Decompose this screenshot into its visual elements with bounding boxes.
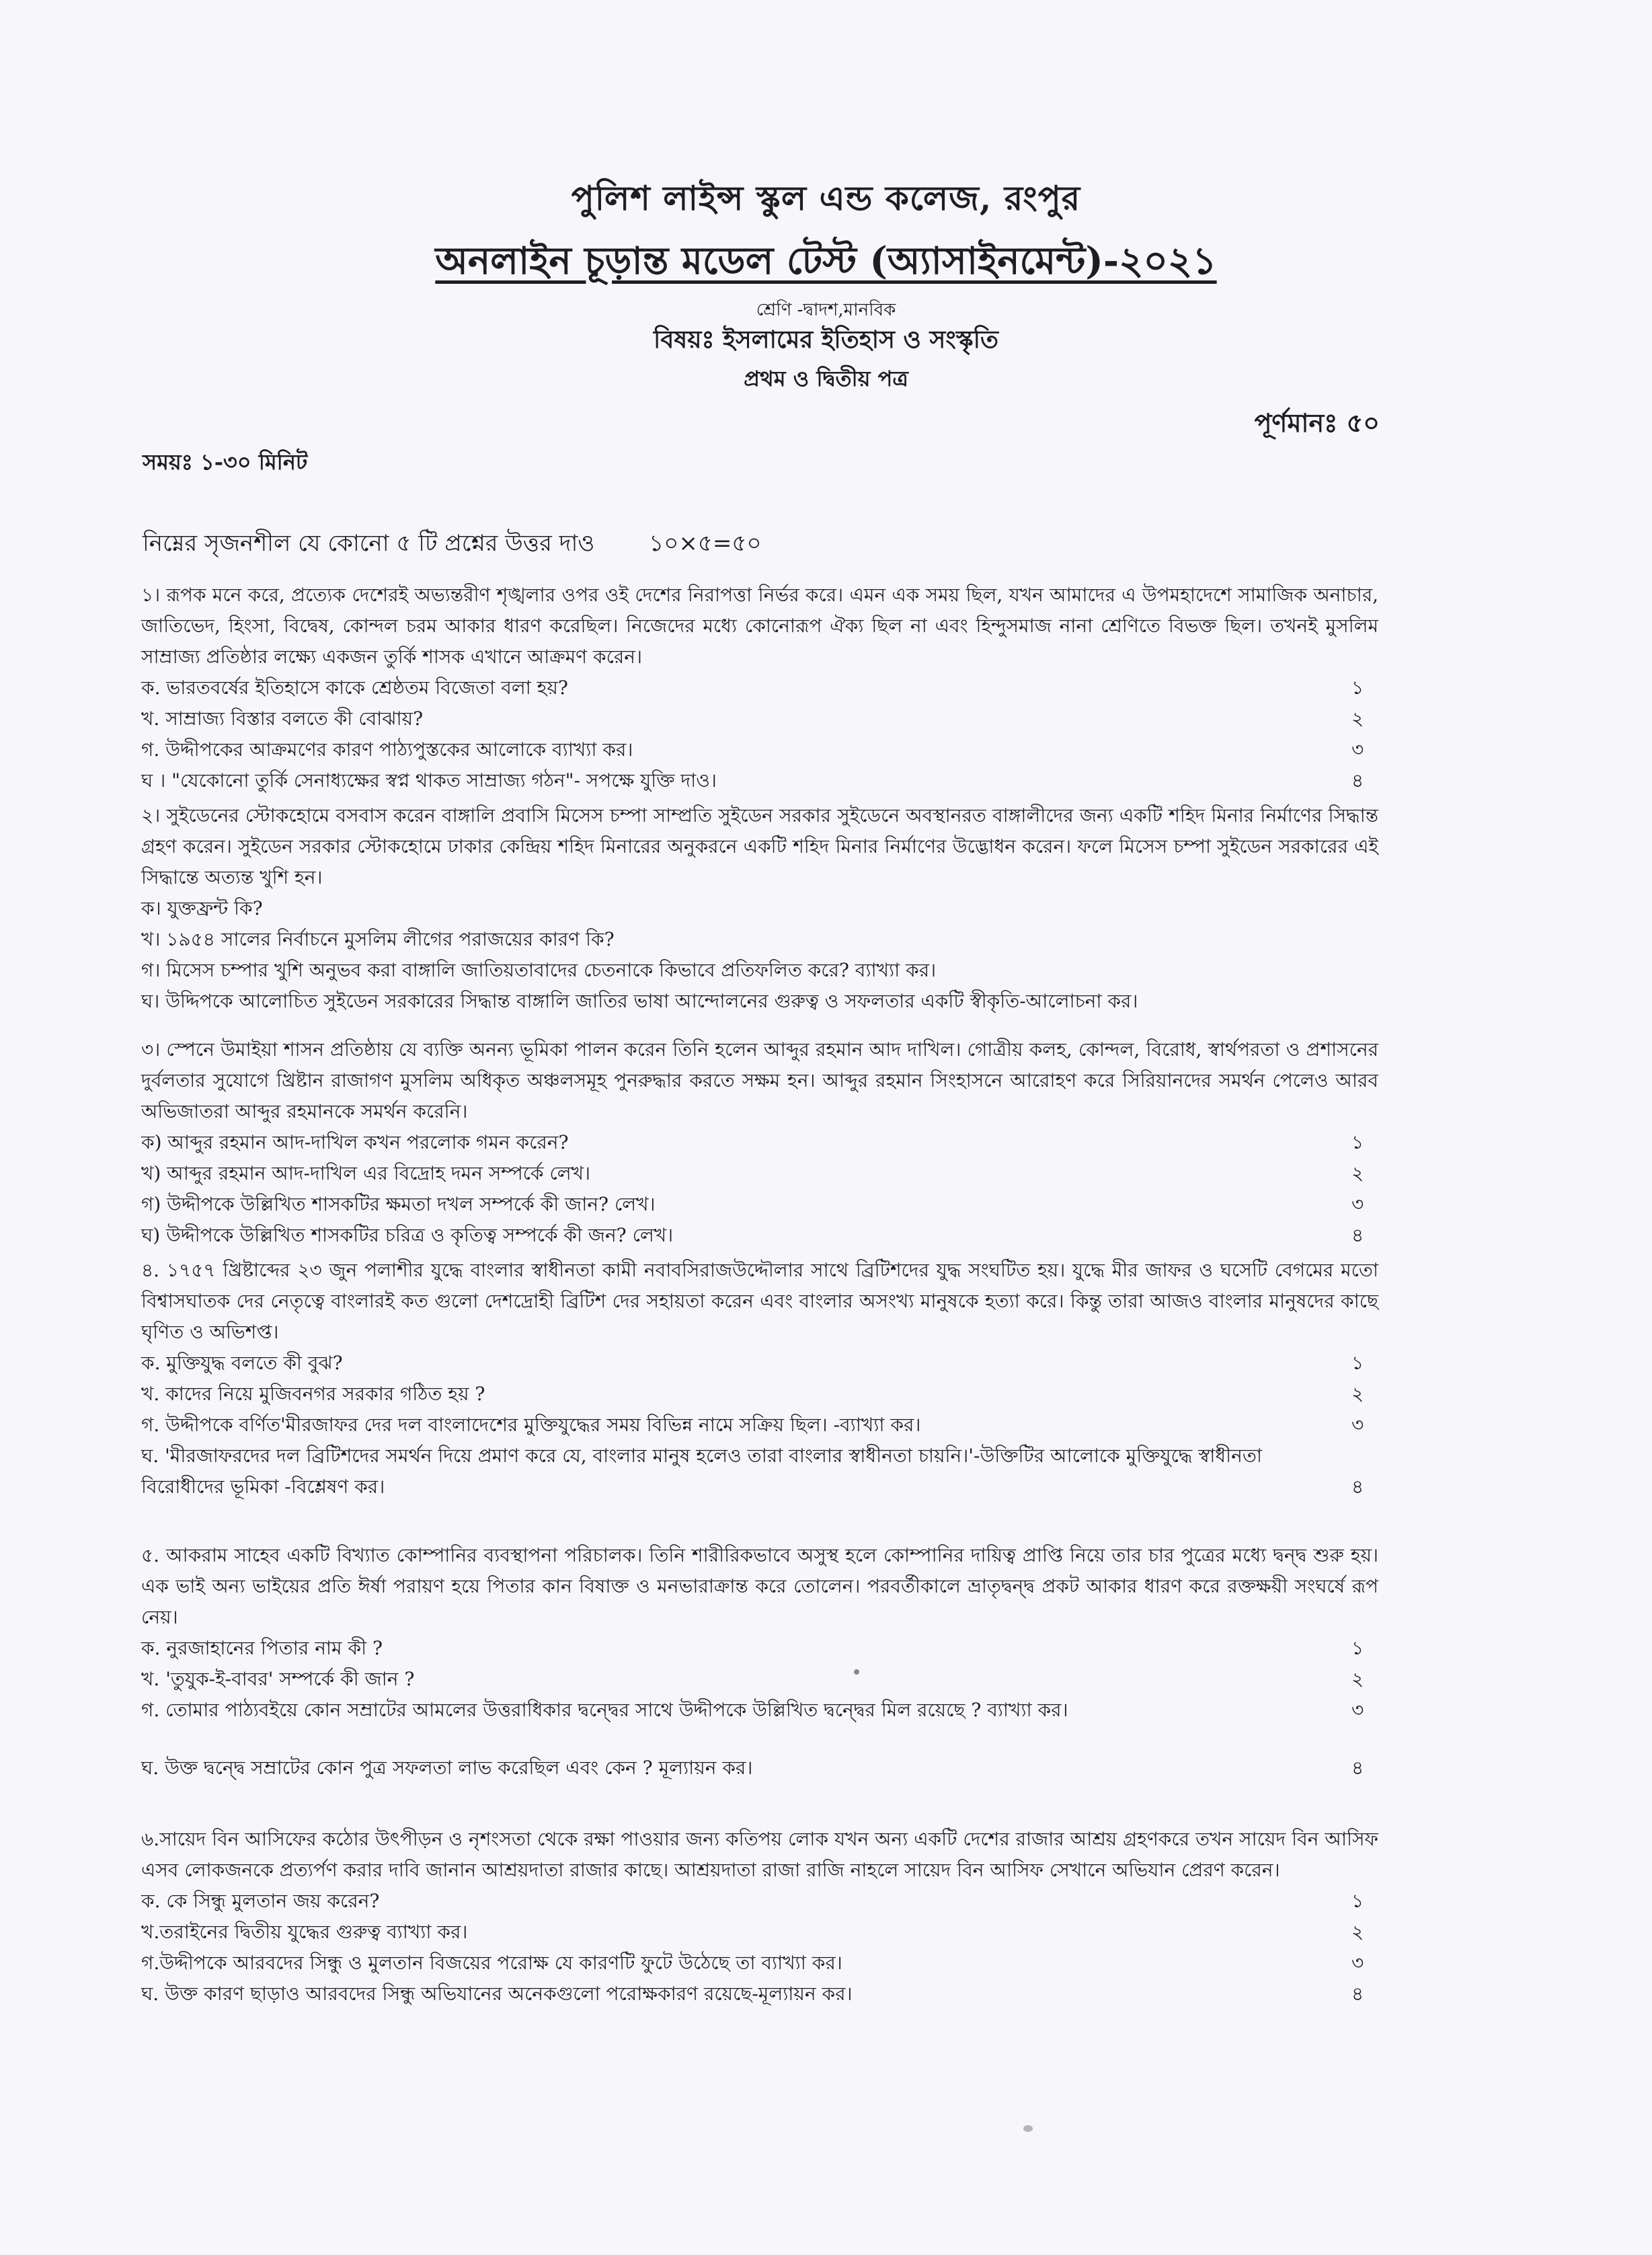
- part-mark: ২: [1351, 1383, 1364, 1405]
- question-stem: ৬.সায়েদ বিন আসিফের কঠোর উৎপীড়ন ও নৃশংসতা থেকে রক্ষা পাওয়ার জন্য কতিপয় লোক যখন অন্য একটি দেশের রাজার আশ্রয় গ্রহণকরে তখন সায়েদ বিন আসিফ এসব লোকজনকে প্রত্যর্পণ করার দাবি জানান আশ্রয়দাতা রাজার কাছে। আশ্রয়দাতা রাজা রাজি নাহলে সায়েদ বিন আসিফ সেখানে অভিযান প্রেরণ করেন।: [141, 1828, 1378, 1881]
- part-mark: ১: [1351, 1637, 1364, 1659]
- part-text: গ. তোমার পাঠ্যবইয়ে কোন সম্রাটের আমলের উত্তরাধিকার দ্বন্দ্বের সাথে উদ্দীপকে উল্লিখিত দ্বন্দ্বের মিল রয়েছে ? ব্যাখ্যা কর।: [141, 1699, 1068, 1721]
- part-mark: ১: [1351, 1352, 1364, 1374]
- subject-line: বিষয়ঃ ইসলামের ইতিহাস ও সংস্কৃতি: [654, 326, 998, 354]
- part-text: খ. কাদের নিয়ে মুজিবনগর সরকার গঠিত হয় ?: [141, 1383, 485, 1405]
- part-text: ঘ) উদ্দীপকে উল্লিখিত শাসকটির চরিত্র ও কৃতিত্ব সম্পর্কে কী জন? লেখ।: [141, 1224, 674, 1246]
- part-mark: [1351, 893, 1378, 924]
- question-part: [141, 955, 1378, 986]
- part-mark: ৩: [1351, 738, 1364, 761]
- part-text: ক. নুরজাহানের পিতার নাম কী ?: [141, 1637, 383, 1659]
- scan-speck: [1023, 2125, 1033, 2132]
- question-part: [141, 1348, 1378, 1379]
- part-mark: ২: [1351, 1921, 1364, 1943]
- part-text: ঘ. উক্ত কারণ ছাড়াও আরবদের সিন্ধু অভিযানের অনেকগুলো পরোক্ষকারণ রয়েছে-মূল্যায়ন কর।: [141, 1983, 853, 2005]
- part-mark: ১: [1351, 1131, 1364, 1153]
- question-part: [141, 1886, 1378, 1917]
- part-mark: ১: [1351, 1890, 1364, 1912]
- question-stem: ৫. আকরাম সাহেব একটি বিখ্যাত কোম্পানির ব্যবস্থাপনা পরিচালক। তিনি শারীরিকভাবে অসুস্থ হলে কোম্পানির দায়িত্ব প্রাপ্তি নিয়ে তার চার পুত্রের মধ্যে দ্বন্দ্ব শুরু হয়। এক ভাই অন্য ভাইয়ের প্রতি ঈর্ষা পরায়ণ হয়ে পিতার কান বিষাক্ত ও মনভারাক্রান্ত করে তোলেন। পরবর্তীকালে ভ্রাতৃদ্বন্দ্ব প্রকট আকার ধারণ করে রক্তক্ষয়ী সংঘর্ষে রূপ নেয়।: [141, 1544, 1378, 1628]
- part-mark: ১: [1351, 677, 1364, 699]
- part-mark: ৪: [1351, 769, 1364, 792]
- question-part: [141, 703, 1378, 734]
- scan-speck: [854, 1669, 859, 1675]
- question-stem: ৩। স্পেনে উমাইয়া শাসন প্রতিষ্ঠায় যে ব্যক্তি অনন্য ভূমিকা পালন করেন তিনি হলেন আব্দুর রহমান আদ দাখিল। গোত্রীয় কলহ, কোন্দল, বিরোধ, স্বার্থপরতা ও প্রশাসনের দুর্বলতার সুযোগে খ্রিষ্টান রাজাগণ মুসলিম অধিকৃত অঞ্চলসমূহ পুনরুদ্ধার করতে সক্ষম হন। আব্দুর রহমান সিংহাসনে আরোহণ করে সিরিয়ানদের সমর্থন পেলেও আরব অভিজাতরা আব্দুর রহমানকে সমর্থন করেনি।: [141, 1038, 1378, 1122]
- question-part: [141, 1753, 1378, 1784]
- question-part: [141, 1189, 1378, 1220]
- part-text: ক. মুক্তিযুদ্ধ বলতে কী বুঝ?: [141, 1352, 343, 1374]
- part-text: ক। যুক্তফ্রন্ট কি?: [141, 897, 263, 919]
- part-mark: ২: [1351, 708, 1364, 730]
- question-stem: ২। সুইডেনের স্টোকহোমে বসবাস করেন বাঙ্গালি প্রবাসি মিসেস চম্পা সাম্প্রতি সুইডেন সরকার সুইডেনে অবস্থানরত বাঙ্গালীদের জন্য একটি শহিদ মিনার নির্মাণের সিদ্ধান্ত গ্রহণ করেন। সুইডেন সরকার স্টোকহোমে ঢাকার কেন্দ্রিয় শহিদ মিনারের অনুকরনে একটি শহিদ মিনার নির্মাণের উদ্ভোধন করেন। ফলে মিসেস চম্পা সুইডেন সরকারের এই সিদ্ধান্তে অত্যন্ত খুশি হন।: [141, 804, 1378, 888]
- part-text: খ.তরাইনের দ্বিতীয় যুদ্ধের গুরুত্ব ব্যাখ্যা কর।: [141, 1921, 468, 1943]
- part-mark: ৪: [1351, 1476, 1364, 1498]
- part-mark: ৪: [1351, 1757, 1364, 1779]
- question-part: [141, 1410, 1378, 1441]
- question-part: [141, 1979, 1378, 2010]
- question-2: [141, 800, 1378, 1017]
- part-text: গ। মিসেস চম্পার খুশি অনুভব করা বাঙ্গালি জাতিয়তাবাদের চেতনাকে কিভাবে প্রতিফলিত করে? ব্যাখ্যা কর।: [141, 959, 937, 981]
- part-mark: ৩: [1351, 1952, 1364, 1974]
- part-text: ক) আব্দুর রহমান আদ-দাখিল কখন পরলোক গমন করেন?: [141, 1131, 569, 1153]
- question-part: [141, 673, 1378, 703]
- question-part: [141, 765, 1378, 796]
- part-text: খ) আব্দুর রহমান আদ-দাখিল এর বিদ্রোহ দমন সম্পর্কে লেখ।: [141, 1162, 591, 1184]
- question-4: [141, 1255, 1378, 1502]
- school-name: পুলিশ লাইন্স স্কুল এন্ড কলেজ, রংপুর: [571, 178, 1081, 218]
- question-part: [141, 1917, 1378, 1948]
- question-part: [141, 1220, 1378, 1251]
- question-6: [141, 1824, 1378, 2010]
- part-text: গ. উদ্দীপকের আক্রমণের কারণ পাঠ্যপুস্তকের আলোকে ব্যাখ্যা কর।: [141, 738, 633, 761]
- question-part: [141, 1441, 1378, 1502]
- question-part: [141, 893, 1378, 924]
- part-text: ঘ। উদ্দিপকে আলোচিত সুইডেন সরকারের সিদ্ধান্ত বাঙ্গালি জাতির ভাষা আন্দোলনের গুরুত্ব ও সফলতার একটি স্বীকৃতি-আলোচনা কর।: [141, 990, 1138, 1012]
- question-part: [141, 1127, 1378, 1158]
- instruction: [143, 526, 762, 564]
- class-line: শ্রেণি -দ্বাদশ,মানবিক: [756, 300, 896, 320]
- part-mark: ৪: [1351, 1983, 1364, 2005]
- question-5: [141, 1540, 1378, 1784]
- part-text: গ. উদ্দীপকে বর্ণিত'মীরজাফর দের দল বাংলাদেশের মুক্তিযুদ্ধের সময় বিভিন্ন নামে সক্রিয় ছিল। -ব্যাখ্যা কর।: [141, 1414, 921, 1436]
- part-text: ক. কে সিন্ধু মুলতান জয় করেন?: [141, 1890, 380, 1912]
- instruction-text: নিম্নের সৃজনশীল যে কোনো ৫ টি প্রশ্নের উত্তর দাও: [143, 530, 595, 557]
- question-part: [141, 1695, 1378, 1726]
- part-mark: [1351, 924, 1378, 955]
- question-3: [141, 1034, 1378, 1251]
- instruction-marks: ১০×৫=৫০: [649, 530, 762, 557]
- question-part: [141, 1633, 1378, 1664]
- question-part: [141, 1664, 1378, 1695]
- part-mark: [1351, 955, 1378, 986]
- part-text: ঘ. উক্ত দ্বন্দ্বে সম্রাটের কোন পুত্র সফলতা লাভ করেছিল এবং কেন ? মূল্যায়ন কর।: [141, 1757, 753, 1779]
- part-text: ঘ । "যেকোনো তুর্কি সেনাধ্যক্ষের স্বপ্ন থাকত সাম্রাজ্য গঠন"- সপক্ষে যুক্তি দাও।: [141, 769, 717, 792]
- question-part: [141, 1379, 1378, 1410]
- paper-line: প্রথম ও দ্বিতীয় পত্র: [744, 366, 908, 391]
- full-marks: পূর্ণমানঃ ৫০: [1254, 408, 1380, 438]
- part-mark: ৩: [1351, 1699, 1364, 1721]
- part-mark: ৪: [1351, 1224, 1364, 1246]
- part-text: খ. 'তুযুক-ই-বাবর' সম্পর্কে কী জান ?: [141, 1668, 415, 1690]
- exam-title: অনলাইন চূড়ান্ত মডেল টেস্ট (অ্যাসাইনমেন্ট)-২০২১: [435, 239, 1217, 283]
- part-text: ঘ. 'মীরজাফরদের দল ব্রিটিশদের সমর্থন দিয়ে প্রমাণ করে যে, বাংলার মানুষ হলেও তারা বাংলার স্বাধীনতা চায়নি।'-উক্তিটির আলোকে মুক্তিযুদ্ধে স্বাধীনতা বিরোধীদের ভূমিকা -বিশ্লেষণ কর।: [141, 1445, 1262, 1498]
- question-stem: ১। রূপক মনে করে, প্রত্যেক দেশেরই অভ্যন্তরীণ শৃঙ্খলার ওপর ওই দেশের নিরাপত্তা নির্ভর করে। এমন এক সময় ছিল, যখন আমাদের এ উপমহাদেশে সামাজিক অনাচার, জাতিভেদ, হিংসা, বিদ্বেষ, কোন্দল চরম আকার ধারণ করেছিল। নিজেদের মধ্যে কোনোরূপ ঐক্য ছিল না এবং হিন্দুসমাজ নানা শ্রেণিতে বিভক্ত ছিল। তখনই মুসলিম সাম্রাজ্য প্রতিষ্ঠার লক্ষ্যে একজন তুর্কি শাসক এখানে আক্রমণ করেন।: [141, 584, 1378, 668]
- part-mark: ৩: [1351, 1414, 1364, 1436]
- question-stem: ৪. ১৭৫৭ খ্রিষ্টাব্দের ২৩ জুন পলাশীর যুদ্ধে বাংলার স্বাধীনতা কামী নবাবসিরাজউদ্দৌলার সাথে ব্রিটিশদের যুদ্ধ সংঘটিত হয়। যুদ্ধে মীর জাফর ও ঘসেটি বেগমের মতো বিশ্বাসঘাতক দের নেতৃত্বে বাংলারই কত গুলো দেশদ্রোহী ব্রিটিশ দের সহায়তা করেন এবং বাংলার অসংখ্য মানুষকে হত্যা করে। কিন্তু তারা আজও বাংলার মানুষদের কাছে ঘৃণিত ও অভিশপ্ত।: [141, 1259, 1378, 1343]
- question-1: [141, 580, 1378, 796]
- part-mark: [1351, 986, 1378, 1017]
- part-text: খ. সাম্রাজ্য বিস্তার বলতে কী বোঝায়?: [141, 708, 424, 730]
- part-text: গ.উদ্দীপকে আরবদের সিন্ধু ও মুলতান বিজয়ের পরোক্ষ যে কারণটি ফুটে উঠেছে তা ব্যাখ্যা কর।: [141, 1952, 842, 1974]
- question-part: [141, 986, 1378, 1017]
- part-mark: ২: [1351, 1162, 1364, 1184]
- time-allowed: সময়ঃ ১-৩০ মিনিট: [143, 449, 308, 475]
- part-text: ক. ভারতবর্ষের ইতিহাসে কাকে শ্রেষ্ঠতম বিজেতা বলা হয়?: [141, 677, 568, 699]
- part-text: খ। ১৯৫৪ সালের নির্বাচনে মুসলিম লীগের পরাজয়ের কারণ কি?: [141, 928, 615, 950]
- question-part: [141, 924, 1378, 955]
- part-mark: ৩: [1351, 1193, 1364, 1215]
- question-part: [141, 1948, 1378, 1979]
- part-mark: ২: [1351, 1668, 1364, 1690]
- part-text: গ) উদ্দীপকে উল্লিখিত শাসকটির ক্ষমতা দখল সম্পর্কে কী জান? লেখ।: [141, 1193, 656, 1215]
- question-part: [141, 734, 1378, 765]
- question-part: [141, 1158, 1378, 1189]
